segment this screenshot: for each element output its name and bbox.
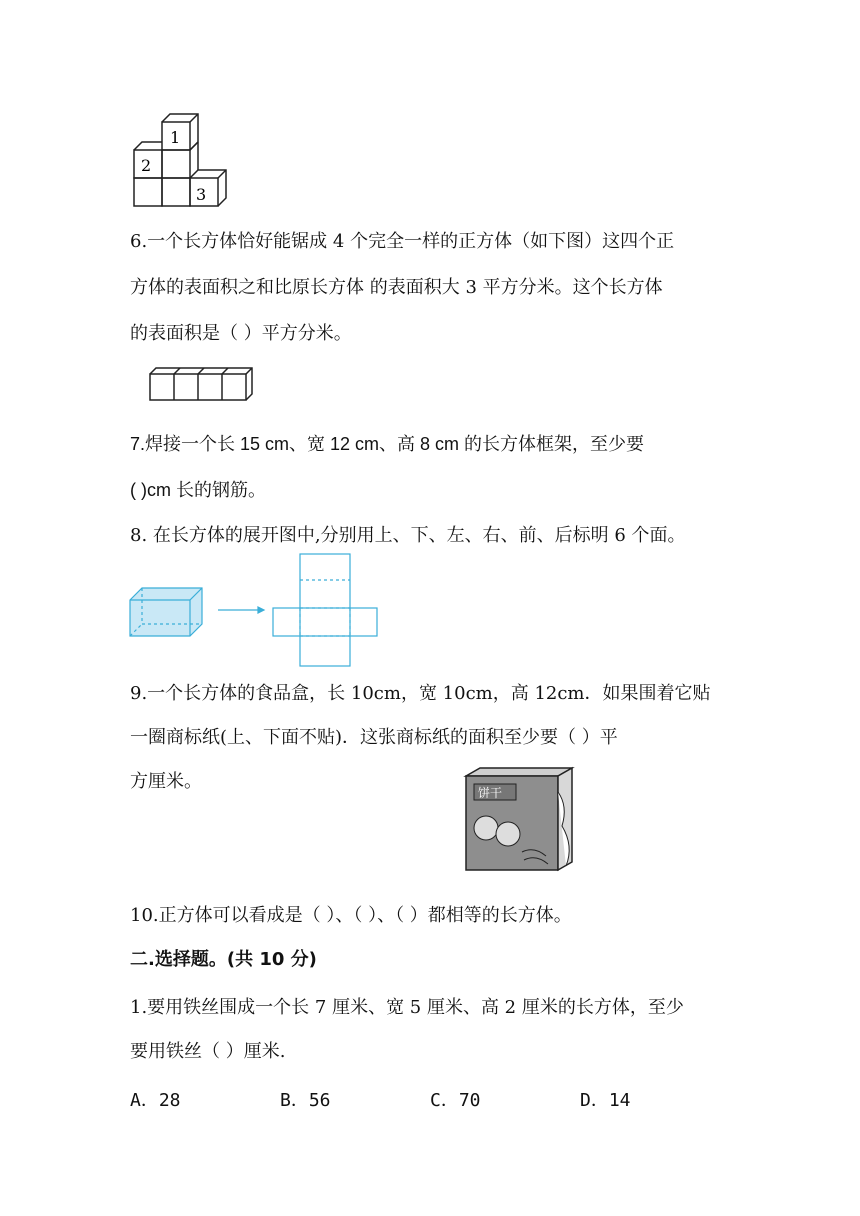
q9-line-2: 一圈商标纸(上、下面不贴)．这张商标纸的面积至少要（ ）平	[130, 727, 618, 748]
mc1-option-a: A．28	[130, 1090, 181, 1111]
food-box-figure	[462, 766, 582, 876]
section-2-title: 二.选择题。(共 10 分)	[130, 949, 317, 970]
q7-line-2: ( )cm 长的钢筋。	[130, 480, 266, 500]
q10-line-1: 10.正方体可以看成是（ ）、（ ）、（ ）都相等的长方体。	[130, 905, 572, 926]
cube-stack-figure	[130, 112, 230, 212]
mc1-option-b: B．56	[280, 1090, 331, 1111]
food-box-label: 饼干	[478, 786, 503, 800]
q6-line-2: 方体的表面积之和比原长方体 的表面积大 3 平方分米。这个长方体	[130, 277, 663, 298]
four-cubes-figure	[148, 366, 268, 406]
cube-label-3: 3	[196, 185, 207, 204]
q7-line-1: 7.焊接一个长 15 cm、宽 12 cm、高 8 cm 的长方体框架，至少要	[130, 434, 645, 454]
mc1-option-d: D．14	[580, 1090, 631, 1111]
mc1-option-c: C．70	[430, 1090, 481, 1111]
mc1-line-1: 1.要用铁丝围成一个长 7 厘米、宽 5 厘米、高 2 厘米的长方体，至少	[130, 997, 684, 1018]
q6-line-1: 6.一个长方体恰好能锯成 4 个完全一样的正方体（如下图）这四个正	[130, 231, 675, 252]
q9-line-3: 方厘米。	[130, 771, 202, 792]
cube-label-1: 1	[170, 128, 181, 147]
mc1-line-2: 要用铁丝（ ）厘米.	[130, 1041, 286, 1062]
q6-line-3: 的表面积是（ ）平方分米。	[130, 323, 352, 344]
q8-line-1: 8. 在长方体的展开图中,分别用上、下、左、右、前、后标明 6 个面。	[130, 525, 686, 546]
box-net-figure	[128, 552, 388, 672]
q9-line-1: 9.一个长方体的食品盒，长 10cm，宽 10cm，高 12cm．如果围着它贴	[130, 683, 711, 704]
cube-label-2: 2	[141, 156, 152, 175]
